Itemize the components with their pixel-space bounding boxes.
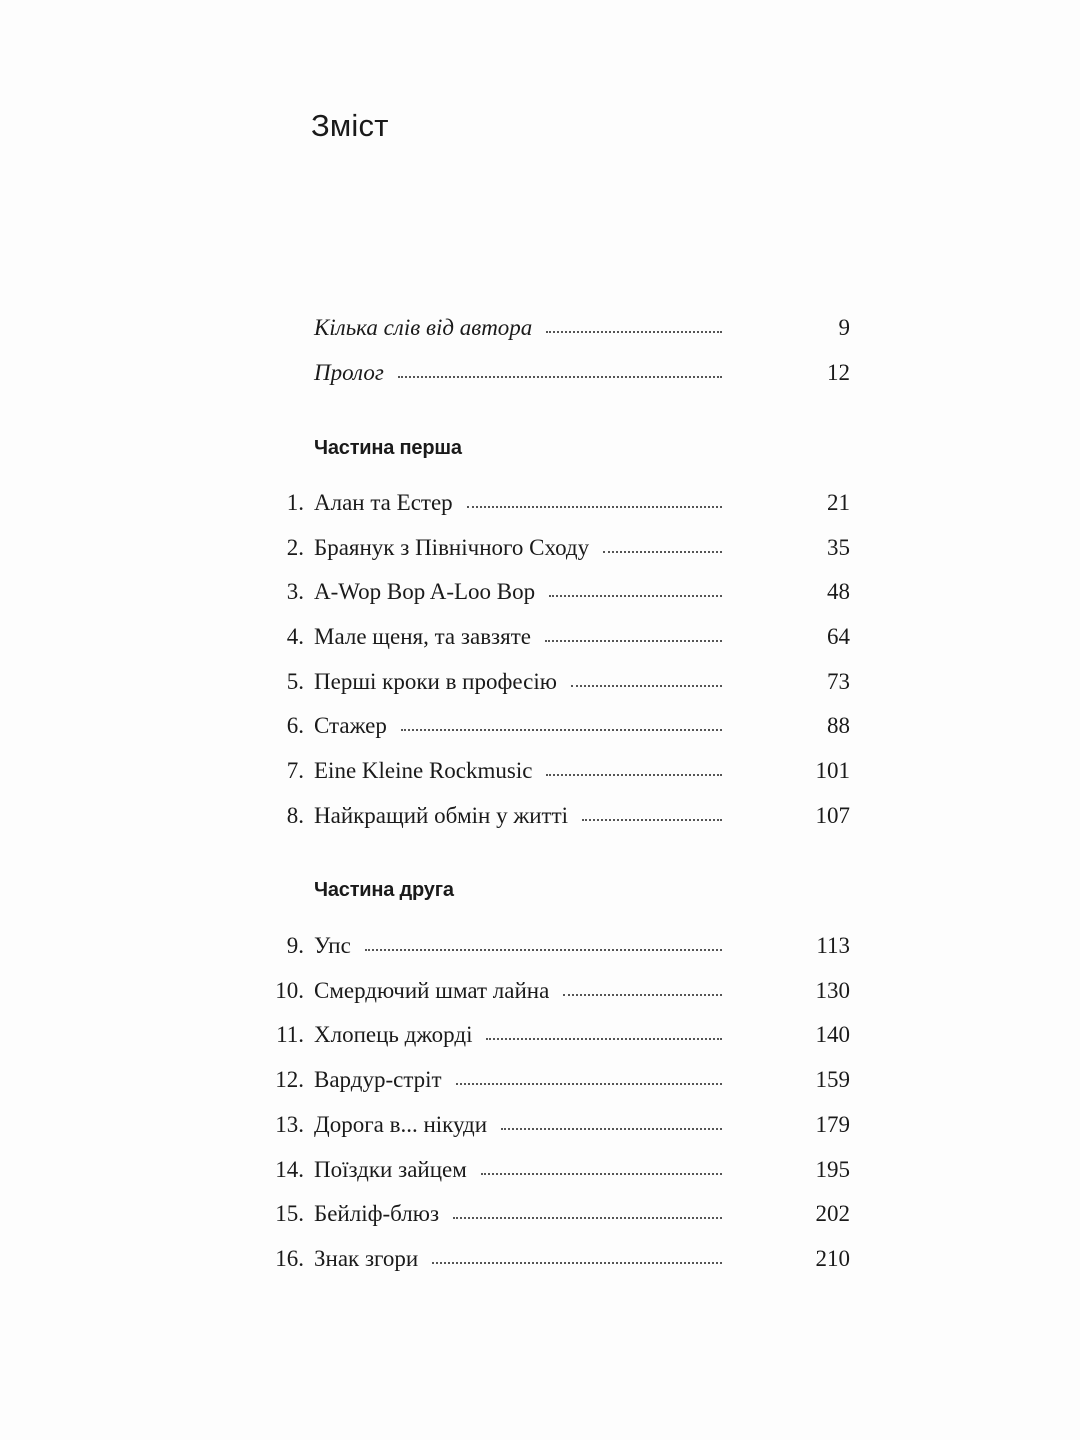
page-title: Зміст	[311, 108, 389, 143]
chapter-number: 5.	[286, 669, 304, 694]
toc-entry-page: 140	[815, 1022, 850, 1047]
toc-entry-page: 202	[815, 1201, 850, 1226]
toc-entry-title: Знак згори	[314, 1246, 419, 1271]
dot-leader	[432, 1261, 722, 1264]
toc-entry-page: 64	[827, 624, 850, 649]
dot-leader	[603, 550, 722, 553]
toc-entry-chapter-1[interactable]	[260, 486, 850, 520]
chapter-number: 4.	[286, 624, 304, 649]
toc-entry-page: 9	[838, 315, 850, 340]
toc-entry-page: 21	[827, 490, 850, 515]
dot-leader	[481, 1172, 722, 1175]
toc-entry-page: 101	[815, 758, 850, 783]
chapter-number: 3.	[286, 579, 304, 604]
chapter-number: 11.	[276, 1022, 304, 1047]
dot-leader	[365, 948, 722, 951]
toc-entry-title: Смердючий шмат лайна	[314, 978, 550, 1003]
dot-leader	[546, 330, 722, 333]
toc-entry-chapter-10[interactable]	[260, 974, 850, 1008]
toc-entry-page: 159	[815, 1067, 850, 1092]
chapter-number: 9.	[286, 933, 304, 958]
chapter-number: 14.	[275, 1157, 304, 1182]
toc-entry-chapter-14[interactable]	[260, 1153, 850, 1187]
dot-leader	[546, 773, 722, 776]
dot-leader	[453, 1216, 722, 1219]
toc-entry-chapter-8[interactable]	[260, 799, 850, 833]
dot-leader	[467, 505, 722, 508]
dot-leader	[501, 1127, 722, 1130]
toc-entry-title: Eine Kleine Rockmusic	[314, 758, 533, 783]
toc-entry-title: Пролог	[314, 360, 384, 385]
part-two-heading: Частина друга	[314, 879, 454, 901]
toc-entry-prologue[interactable]	[260, 356, 850, 390]
toc-entry-page: 35	[827, 535, 850, 560]
toc-entry-title: Найкращий обмін у житті	[314, 803, 569, 828]
chapter-number: 7.	[286, 758, 304, 783]
part-one-heading: Частина перша	[314, 437, 462, 459]
toc-entry-chapter-16[interactable]	[260, 1242, 850, 1276]
toc-entry-title: Упс	[314, 933, 351, 958]
toc-entry-chapter-6[interactable]	[260, 709, 850, 743]
chapter-number: 16.	[275, 1246, 304, 1271]
toc-entry-page: 12	[827, 360, 850, 385]
chapter-number: 6.	[286, 713, 304, 738]
toc-entry-title: A-Wop Bop A-Loo Bop	[314, 579, 536, 604]
chapter-number: 12.	[275, 1067, 304, 1092]
chapter-number: 1.	[286, 490, 304, 515]
toc-entry-title: Браянук з Північного Сходу	[314, 535, 590, 560]
toc-entry-title: Вардур-стріт	[314, 1067, 442, 1092]
chapter-number: 13.	[275, 1112, 304, 1137]
toc-entry-page: 179	[815, 1112, 850, 1137]
chapter-number: 8.	[286, 803, 304, 828]
toc-entry-chapter-4[interactable]	[260, 620, 850, 654]
toc-entry-chapter-11[interactable]	[260, 1018, 850, 1052]
toc-entry-author-note[interactable]	[260, 311, 850, 345]
toc-entry-title: Бейліф-блюз	[314, 1201, 440, 1226]
toc-entry-title: Стажер	[314, 713, 387, 738]
toc-entry-chapter-9[interactable]	[260, 929, 850, 963]
chapter-number: 2.	[286, 535, 304, 560]
toc-entry-title: Дорога в... нікуди	[314, 1112, 488, 1137]
toc-entry-chapter-13[interactable]	[260, 1108, 850, 1142]
toc-entry-chapter-15[interactable]	[260, 1197, 850, 1231]
toc-entry-title: Алан та Естер	[314, 490, 453, 515]
toc-entry-chapter-12[interactable]	[260, 1063, 850, 1097]
dot-leader	[545, 639, 722, 642]
toc-entry-page: 210	[815, 1246, 850, 1271]
toc-entry-title: Мале щеня, та завзяте	[314, 624, 531, 649]
toc-entry-page: 130	[815, 978, 850, 1003]
toc-entry-chapter-5[interactable]	[260, 665, 850, 699]
toc-entry-title: Хлопець джорді	[314, 1022, 473, 1047]
dot-leader	[571, 684, 722, 687]
toc-entry-page: 195	[815, 1157, 850, 1182]
toc-entry-page: 48	[827, 579, 850, 604]
toc-entry-page: 88	[827, 713, 850, 738]
toc-entry-page: 113	[816, 933, 850, 958]
chapter-number: 10.	[275, 978, 304, 1003]
dot-leader	[398, 375, 722, 378]
chapter-number: 15.	[275, 1201, 304, 1226]
toc-entry-page: 73	[827, 669, 850, 694]
dot-leader	[563, 993, 722, 996]
toc-entry-chapter-2[interactable]	[260, 531, 850, 565]
dot-leader	[456, 1082, 722, 1085]
toc-entry-title: Перші кроки в професію	[314, 669, 557, 694]
toc-entry-title: Кілька слів від автора	[314, 315, 533, 340]
toc-entry-page: 107	[815, 803, 850, 828]
toc-entry-chapter-3[interactable]	[260, 575, 850, 609]
dot-leader	[401, 728, 722, 731]
toc-entry-title: Поїздки зайцем	[314, 1157, 467, 1182]
dot-leader	[549, 594, 722, 597]
toc-entry-chapter-7[interactable]	[260, 754, 850, 788]
dot-leader	[582, 818, 722, 821]
dot-leader	[486, 1037, 722, 1040]
